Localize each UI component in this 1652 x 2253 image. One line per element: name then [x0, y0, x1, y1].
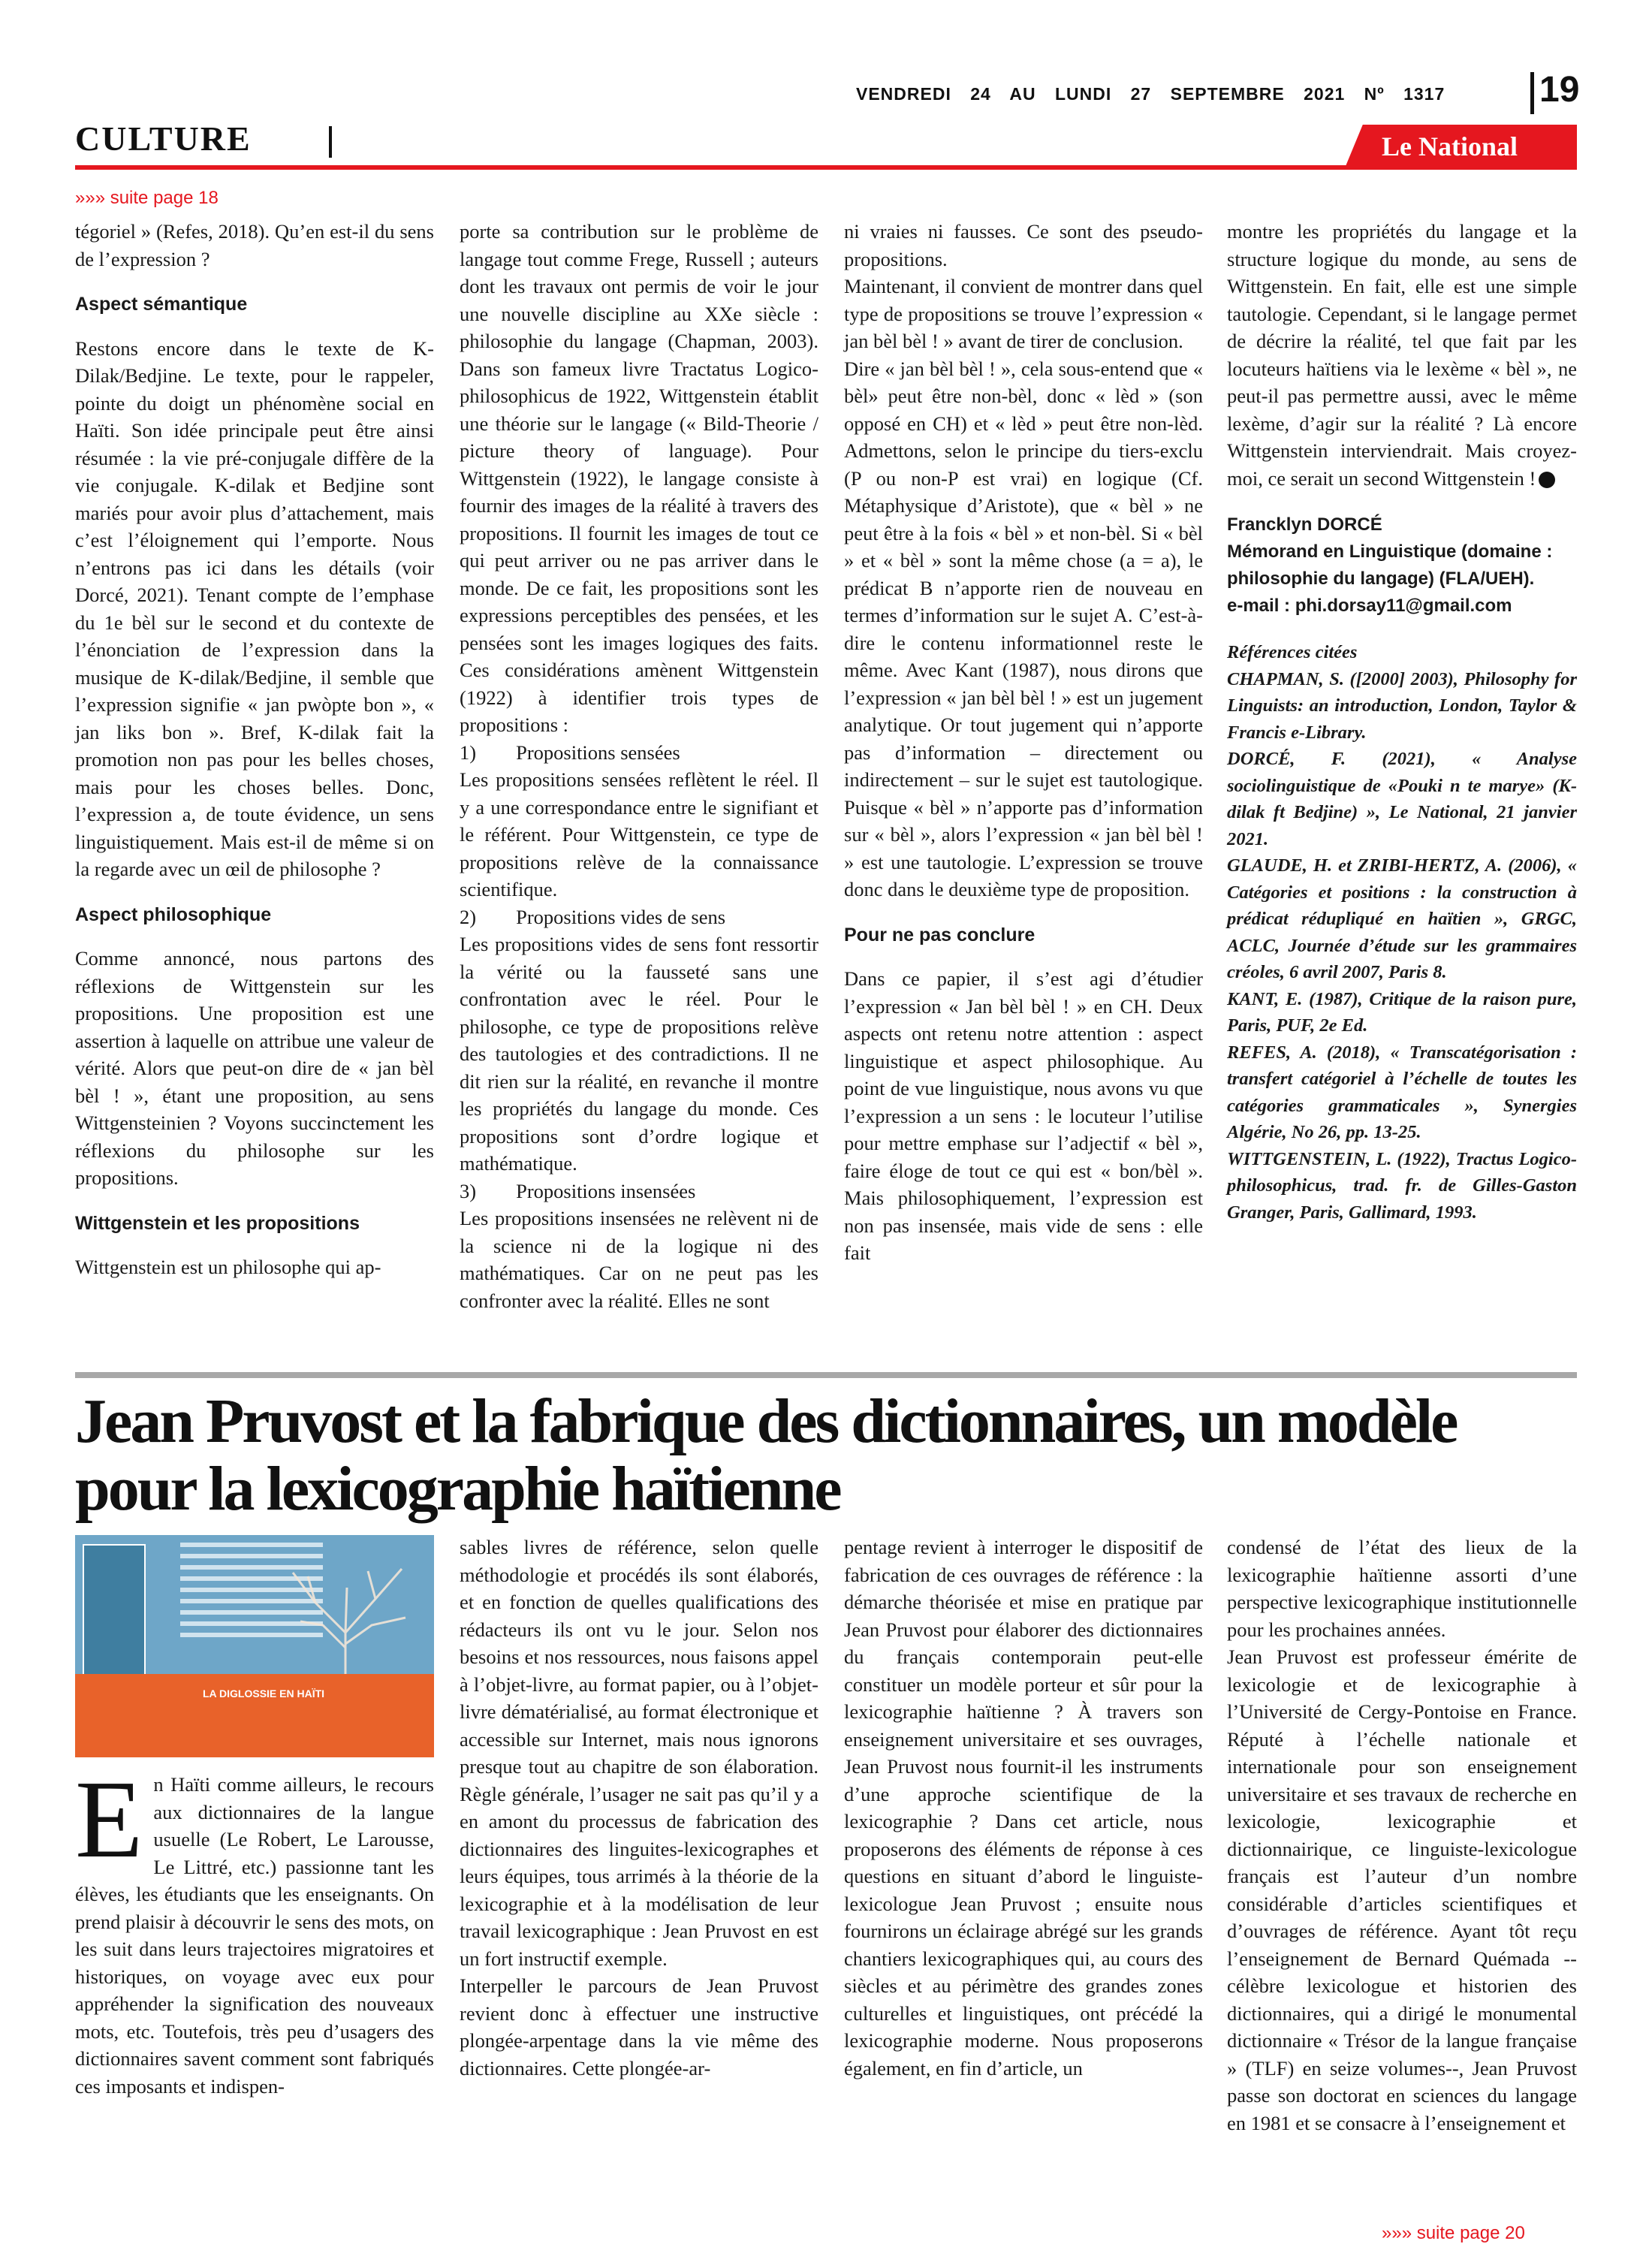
- paragraph: Les propositions sensées reflètent le réel. Il y a une correspondance entre le signifiant et le référent. Pour Wittgenstein, ce type de propositions relève de la connaissance scientifique.: [460, 768, 818, 900]
- author-email[interactable]: e-mail : phi.dorsay11@gmail.com: [1227, 596, 1512, 616]
- continued-from-link[interactable]: »»» suite page 18: [75, 188, 219, 208]
- reference-item: REFES, A. (2018), « Transcatégorisation : transfert catégoriel à l’échelle de toutes les catégories grammaticales », Synergies Algérie, No 26, pp. 13-25.: [1227, 1042, 1577, 1142]
- paragraph-text: n Haïti comme ailleurs, le recours aux dictionnaires de la langue usuelle (Le Robert, Le Larousse, Le Littré, etc.) passionne tant les élèves, les étudiants que les enseignants. On prend plaisir à découvrir le sens des mots, on les suit dans leurs trajectoires migratoires et historiques, on voyage avec eux pour appréhender la signification des nouveaux mots, etc. Toutefois, très peu d’usagers des dictionnaires savent comment sont fabriqués ces imposants et indispen-: [75, 1773, 434, 2098]
- publication-name: Le National: [1382, 131, 1518, 161]
- article2-column-1: [75, 1758, 434, 2100]
- paragraph: porte sa contribution sur le problème de langage tout comme Frege, Russell ; auteurs dont les travaux ont permis de voir le jour une nouvelle discipline au XXe siècle : philosophie du langage (Chapman, 2003). Dans son fameux livre Tractatus Logico-philosophicus de 1922, Wittgenstein établit une théorie sur le langage (« Bild-Theorie / picture theory of language). Pour Wittgenstein (1922), le langage consiste à fournir des images de la réalité à travers des propositions. Il fournit les images de tout ce qui peut arriver ou ne pas arriver dans le monde. De ce fait, les propositions sont les expressions perceptibles des pensées, et les pensées sont les images logiques des faits. Ces considérations amènent Wittgenstein (1922) à identifier trois types de propositions :: [460, 220, 818, 736]
- author-title: Mémorand en Linguistique (domaine : philosophie du langage) (FLA/UEH).: [1227, 541, 1553, 589]
- cover-title-band: [75, 1674, 434, 1757]
- reference-item: KANT, E. (1987), Critique de la raison pure, Paris, PUF, 2e Ed.: [1227, 988, 1577, 1036]
- spacer: [1227, 620, 1577, 639]
- article2-column-2: [460, 1534, 818, 2082]
- subheading: Aspect philosophique: [75, 903, 272, 925]
- paragraph: Interpeller le parcours de Jean Pruvost revient donc à effectuer une instructive plongée-arpentage dans la vie même des dictionnaires. Cette plongée-ar-: [460, 1974, 818, 2080]
- subheading: Pour ne pas conclure: [844, 924, 1036, 946]
- cover-title: LA DIGLOSSIE EN HAÏTI: [203, 1687, 325, 1700]
- references-title: Références citées: [1227, 642, 1358, 662]
- list-item: 1) Propositions sensées: [460, 740, 680, 764]
- article1-column-2: [460, 218, 818, 1314]
- paragraph: [75, 1758, 434, 2100]
- closing-text: montre les propriétés du langage et la structure logique du monde, au sens de Wittgenstein. En fait, elle est une simple tautologie. Cependant, si le langage permet de décrire la réalité, tel que fait par les locuteurs haïtiens via le lexème « bèl », ne peut-il pas permettre aussi, avec le même lexème, d’agir sur la réalité ? Là encore Wittgenstein interviendrait. Mais croyez-moi, ce serait un second Wittgenstein !: [1227, 220, 1577, 490]
- page-number: 19: [1539, 70, 1580, 110]
- section-divider: [329, 126, 332, 158]
- continued-to-link[interactable]: »»» suite page 20: [1382, 2223, 1525, 2243]
- book-cover-image: [75, 1535, 434, 1757]
- article1-column-3: [844, 218, 1203, 1267]
- article2-column-3: [844, 1534, 1203, 2082]
- article-divider: [75, 1372, 1577, 1378]
- list-item: 2) Propositions vides de sens: [460, 905, 726, 928]
- end-mark-icon: [1539, 472, 1555, 488]
- paragraph: Restons encore dans le texte de K-Dilak/Bedjine. Le texte, pour le rappeler, pointe du doigt un phénomène social en Haïti. Son idée principale peut être ainsi résumée : la vie pré-conjugale diffère de la vie conjugale. K-dilak et Bedjine sont mariés pour avoir plus d’attachement, mais c’est l’éloignement qui l’emporte. Nous n’entrons pas ici dans les détails (voir Dorcé, 2021). Tenant compte de l’emphase du 1e bèl sur le second et du contexte de l’énonciation de l’expression dans la musique de K-dilak/Bedjine, il semble que l’expression signifie « jan pwòpte bon », « jan liks bon ». Bref, K-dilak fait la promotion non pas pour les belles choses, mais pour les choses belles. Donc, l’expression a, de toute évidence, un sens linguistiquement. Mais est-il de même si on la regarde avec un œil de philosophe ?: [75, 336, 434, 880]
- reference-item: CHAPMAN, S. ([2000] 2003), Philosophy for Linguists: an introduction, London, Taylor & Francis e-Library.: [1227, 668, 1577, 743]
- paragraph: Comme annoncé, nous partons des réflexions de Wittgenstein sur les propositions. Une proposition est une assertion à laquelle on attribue une valeur de vérité. Alors que peut-on dire de « jan bèl bèl ! », étant une proposition, au sens Wittgensteinien ? Voyons succinctement les réflexions du philosophe sur les propositions.: [75, 947, 434, 1189]
- article2-column-4: [1227, 1534, 1577, 2137]
- paragraph: pentage revient à interroger le dispositif de fabrication de ces ouvrages de référence : la démarche théorisée et mise en pratique par Jean Pruvost pour élaborer des dictionnaires du français contemporain peut-elle constituer un modèle porteur et sûr pour la lexicographie haïtienne ? À travers son enseignement universitaire et ses ouvrages, Jean Pruvost nous fournit-il les instruments d’une approche scientifique de la lexicographie ? Dans cet article, nous proposerons des éléments de réponse à ces questions en situant d’abord le linguiste-lexicologue Jean Pruvost ; ensuite nous fournirons un éclairage abrégé sur les grands chantiers lexicographiques qui, au cours des siècles et au périmètre des grandes zones culturelles et linguistiques, ont précédé la lexicographie moderne. Nous proposerons également, en fin d’article, un: [844, 1536, 1203, 2080]
- header-divider: [1530, 72, 1534, 114]
- reference-item: DORCÉ, F. (2021), « Analyse sociolinguistique de «Pouki n te marye» (K-dilak ft Bedjine) », Le National, 21 janvier 2021.: [1227, 749, 1577, 849]
- tree-illustration: [263, 1558, 428, 1685]
- paragraph: tégoriel » (Refes, 2018). Qu’en est-il du sens de l’expression ?: [75, 220, 434, 270]
- paragraph: Les propositions vides de sens font ressortir la vérité ou la fausseté sans une confrontation avec le réel. Pour le philosophe, ce type de propositions relève des tautologies et des contradictions. Il ne dit rien sur la réalité, en revanche il montre les propriétés du langage du monde. Ces propositions sont d’ordre logique et mathématique.: [460, 933, 818, 1175]
- list-item: 3) Propositions insensées: [460, 1179, 696, 1202]
- article1-column-4: [1227, 218, 1577, 1226]
- subheading: Wittgenstein et les propositions: [75, 1212, 360, 1234]
- author-name: Francklyn DORCÉ: [1227, 514, 1382, 535]
- paragraph: Les propositions insensées ne relèvent ni de la science ni de la logique ni des mathématiques. Car on ne peut pas les confronter avec la réalité. Elles ne sont: [460, 1207, 818, 1312]
- paragraph: Jean Pruvost est professeur émérite de lexicologie et de lexicographie à l’Université de Cergy-Pontoise en France. Réputé à l’échelle nationale et internationale pour son enseignement universitaire et ses travaux de recherche en lexicologie, lexicographie et dictionnairique, ce linguiste-lexicologue français est l’auteur d’un nombre considérable d’articles scientifiques et d’ouvrages de référence. Ayant tôt reçu l’enseignement de Bernard Quémada --célèbre lexicologue et historien des dictionnaires, qui a dirigé le monumental dictionnaire « Trésor de la langue française » (TLF) en seize volumes--, Jean Pruvost passe son doctorat en sciences du langage en 1981 et se consacre à l’enseignement et: [1227, 1645, 1577, 2134]
- paragraph: Wittgenstein est un philosophe qui ap-: [75, 1256, 381, 1278]
- paragraph: Dire « jan bèl bèl ! », cela sous-entend que « bèl» peut être non-bèl, donc « lèd » (son opposé en CH) et « lèd » peut être non-lèd. Admettons, selon le principe du tiers-exclu (P ou non-P est vrai) en logique (Cf. Métaphysique d’Aristote), que « bèl » ne peut être à la fois « bèl » et non-bèl. Si « bèl » et « bèl » sont la même chose (a = a), le prédicat B n’apporte rien de nouveau en termes d’information sur le sujet A. C’est-à-dire le contenu informationnel reste le même. Avec Kant (1987), nous dirons que l’expression « jan bèl bèl ! » est un jugement analytique. Or tout jugement qui n’apporte pas d’information – directement ou indirectement – sur le sujet est tautologique. Puisque « bèl » n’apporte pas d’information sur « bèl », alors l’expression « jan bèl bèl ! » est une tautologie. L’expression se trouve donc dans le deuxième type de proposition.: [844, 357, 1203, 900]
- paragraph: condensé de l’état des lieux de la lexicographie haïtienne assorti d’une perspective lexicographique institutionnelle pour les prochaines années.: [1227, 1536, 1577, 1641]
- reference-item: WITTGENSTEIN, L. (1922), Tractus Logico-philosophicus, trad. fr. de Gilles-Gaston Granger, Paris, Gallimard, 1993.: [1227, 1148, 1577, 1223]
- article2-headline: Jean Pruvost et la fabrique des dictionnaires, un modèle pour la lexicographie haïtienne: [75, 1386, 1457, 1524]
- article1-column-1: [75, 218, 434, 1281]
- drop-cap: E: [75, 1758, 143, 1881]
- section-title: CULTURE: [75, 119, 252, 158]
- issue-date-line: VENDREDI 24 AU LUNDI 27 SEPTEMBRE 2021 Nº 1317: [856, 84, 1446, 104]
- reference-item: GLAUDE, H. et ZRIBI-HERTZ, A. (2006), « Catégories et positions : la construction à prédicat rédupliqué en haïtien », GRGC, ACLC, Journée d’étude sur les grammaires créoles, 6 avril 2007, Paris 8.: [1227, 855, 1577, 982]
- paragraph: sables livres de référence, selon quelle méthodologie et procédés ils sont élaborés, et en fonction de quelles qualifications des rédacteurs ils ont vu le jour. Selon nos besoins et nos ressources, nous faisons appel à l’objet-livre, au format papier, ou à l’objet-livre dématérialisé, au format électronique et accessible sur Internet, mais nous ignorons presque tout au chapitre de son élaboration. Règle générale, l’usager ne sait pas qu’il y a en amont du processus de fabrication des dictionnaires des linguites-lexicographes et leurs équipes, tous arrimés à la théorie de la lexicographie et à la modélisation de leur travail lexicographique : Jean Pruvost en est un fort instructif exemple.: [460, 1536, 818, 1970]
- paragraph: Dans ce papier, il s’est agi d’étudier l’expression « Jan bèl bèl ! » en CH. Deux aspects ont retenu notre attention : aspect linguistique et aspect philosophique. Au point de vue linguistique, nous avons vu que l’expression a un sens : le locuteur l’utilise pour mettre emphase sur l’adjectif « bèl », faire éloge de tout ce qui est « bon/bèl ». Mais philosophiquement, l’expression est non pas insensée, mais vide de sens : elle fait: [844, 967, 1203, 1264]
- paragraph: ni vraies ni fausses. Ce sont des pseudo-propositions.: [844, 220, 1203, 270]
- paragraph: Maintenant, il convient de montrer dans quel type de propositions se trouve l’expression « jan bèl bèl ! » avant de tirer de conclusion.: [844, 275, 1203, 352]
- paragraph: [1227, 218, 1577, 492]
- spacer: [1227, 492, 1577, 511]
- subheading: Aspect sémantique: [75, 294, 248, 315]
